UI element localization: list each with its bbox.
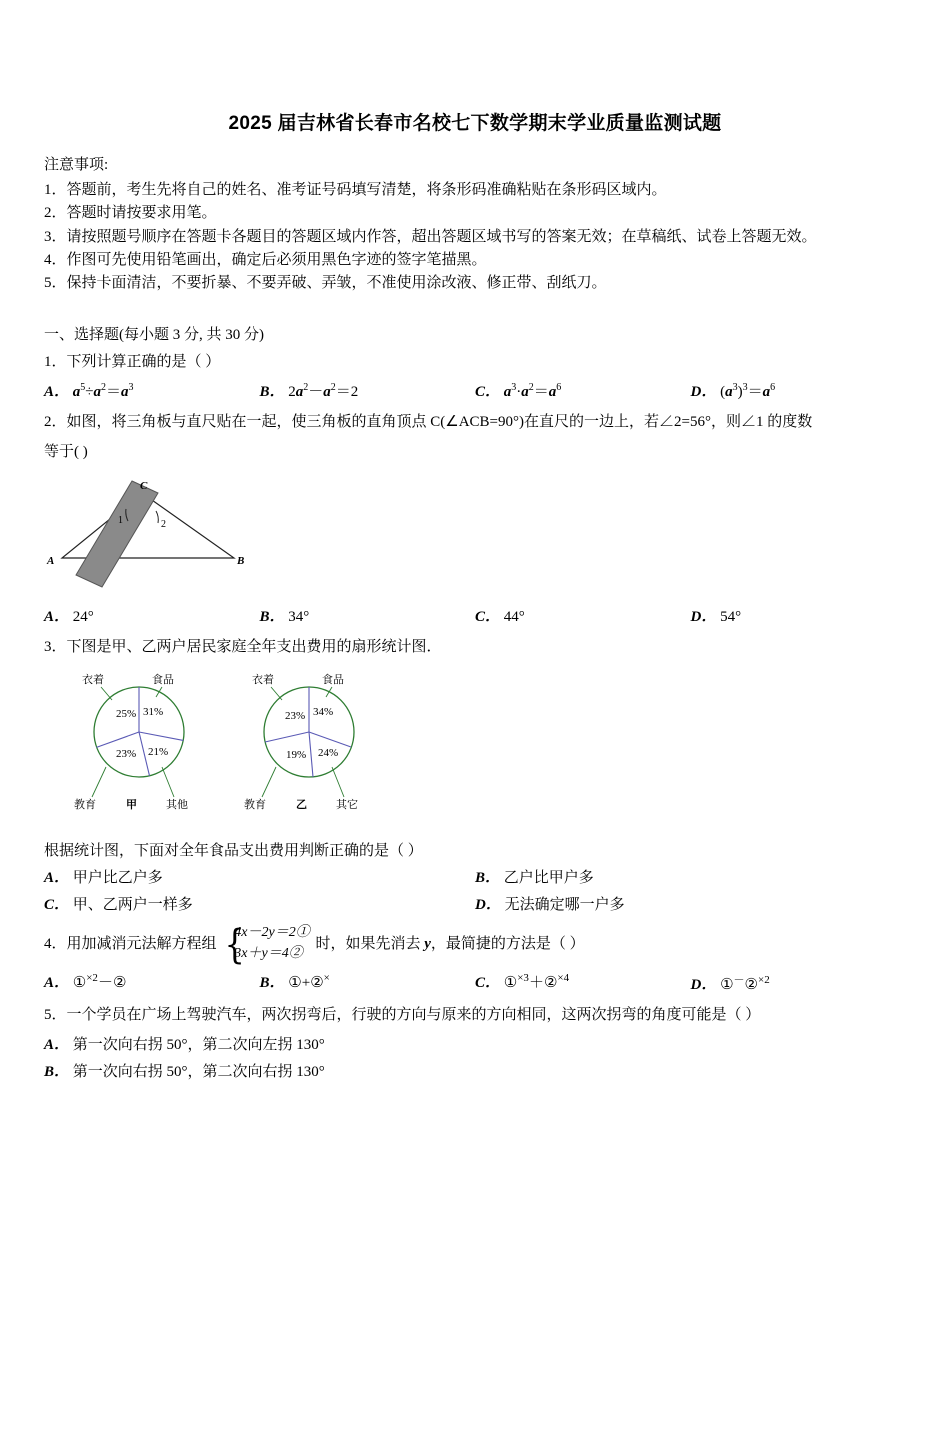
- pie-charts-diagram: [44, 667, 464, 822]
- question-5-stem: [44, 1002, 906, 1029]
- question-1-stem: [44, 350, 906, 376]
- yi-chart-name: 乙: [296, 799, 307, 812]
- question-3-sub-stem: 根据统计图，下面对全年食品支出费用判断正确的是（ ）: [44, 843, 423, 860]
- equation-system: [222, 922, 309, 967]
- section-heading-choice: 一、选择题(每小题 3 分, 共 30 分): [44, 327, 264, 344]
- question-5-option-a-row: [44, 1033, 906, 1054]
- label-C: C: [140, 480, 148, 493]
- label-A: A: [47, 555, 55, 568]
- question-2-stem: [44, 409, 906, 436]
- q2-option-b: B． 34°: [259, 609, 310, 626]
- question-4-number: 4．: [44, 936, 67, 953]
- question-3-text: 下图是甲、乙两户居民家庭全年支出费用的扇形统计图．: [66, 639, 442, 656]
- question-2-stem-cont: 等于( ): [44, 443, 88, 460]
- q1-option-d: D． $(a^3)^3=a^6$: [690, 381, 776, 400]
- question-4-text-mid: 时，如果先消去: [315, 936, 421, 953]
- jia-label-food: 食品: [152, 674, 174, 687]
- question-5-option-b-row: [44, 1060, 906, 1081]
- question-1-number: 1．: [44, 354, 67, 371]
- page-title: 2025 届吉林省长春市名校七下数学期末学业质量监测试题: [228, 113, 722, 134]
- yi-food-pct: 34%: [313, 706, 334, 719]
- equation-1: 4x－2y＝2①: [234, 925, 310, 941]
- yi-education-pct: 19%: [286, 749, 307, 762]
- question-3-stem: [44, 634, 906, 661]
- jia-food-pct: 31%: [143, 706, 164, 719]
- question-3-options-row1: [44, 866, 906, 887]
- question-2-options: [44, 605, 906, 626]
- notice-item-3: 3．请按照题号顺序在答题卡各题目的答题区域内作答，超出答题区域书写的答案无效；在草稿纸、试卷上答题无效。: [44, 228, 817, 245]
- pie-chart-yi: [244, 672, 358, 811]
- question-4-text-post: ，最简捷的方法是（ ）: [430, 936, 585, 953]
- q3-option-c: C． 甲、乙两户一样多: [44, 897, 193, 914]
- notice-item-5: 5．保持卡面清洁，不要折暴、不要弄破、弄皱，不准使用涂改液、修正带、刮纸刀。: [44, 275, 607, 291]
- question-3-number: 3．: [44, 639, 67, 656]
- yi-clothing-pct: 23%: [285, 710, 306, 723]
- q1-option-b: B． $2a^2-a^2=2$: [259, 381, 359, 400]
- exam-page: [0, 108, 950, 1452]
- notice-heading: 注意事项:: [44, 157, 109, 173]
- q5-option-b: B． 第一次向右拐 50°，第二次向右拐 130°: [44, 1064, 325, 1081]
- question-2-number: 2．: [44, 413, 67, 430]
- yi-other-pct: 24%: [318, 747, 339, 760]
- q3-option-a: A． 甲户比乙户多: [44, 870, 163, 887]
- question-4-stem: [44, 922, 906, 967]
- label-2: 2: [161, 519, 166, 531]
- q4-option-b: B． ①+②×: [259, 972, 330, 992]
- question-1-options: [44, 380, 906, 401]
- question-3-figure: [44, 667, 906, 827]
- question-3-options-row2: [44, 893, 906, 914]
- question-2-figure: [44, 471, 906, 601]
- question-5-number: 5．: [44, 1007, 67, 1024]
- question-4-options: [44, 971, 906, 994]
- q1-option-c: C． $a^3\cdot a^2=a^6$: [475, 381, 562, 400]
- question-1-text: 下列计算正确的是（ ）: [66, 354, 221, 371]
- notice-item-1: 1．答题前，考生先将自己的姓名、准考证号码填写清楚，将条形码准确粘贴在条形码区域内。: [44, 182, 667, 198]
- question-4-text-pre: 用加减消元法解方程组: [66, 936, 217, 953]
- yi-label-food: 食品: [322, 674, 344, 687]
- pie-chart-jia: [74, 672, 188, 811]
- brace-glyph: {: [224, 921, 246, 968]
- q4-option-c: C． ①$^{\times 3}$＋②$^{\times 4}$: [475, 972, 570, 992]
- q4-option-a: A． ①$^{\times 2}$－②: [44, 972, 127, 992]
- question-2-text-1: 如图，将三角板与直尺贴在一起，使三角板的直角顶点 C(∠ACB=90°)在直尺的一边上，若∠2=56°，则∠1 的度数: [66, 413, 813, 430]
- jia-other-pct: 21%: [148, 746, 169, 759]
- question-4-variable: y: [424, 936, 431, 953]
- label-B: B: [237, 555, 245, 568]
- jia-label-clothing: 衣着: [82, 674, 104, 687]
- q2-option-a: A． 24°: [44, 609, 94, 626]
- q5-option-a: A． 第一次向右拐 50°，第二次向左拐 130°: [44, 1037, 325, 1054]
- jia-label-other: 其他: [166, 799, 188, 812]
- yi-label-other: 其它: [336, 799, 358, 812]
- yi-label-clothing: 衣着: [252, 674, 274, 687]
- q3-option-d: D． 无法确定哪一户多: [475, 897, 625, 914]
- q1-option-a: A． $a^5\div a^2=a^3$: [44, 381, 134, 400]
- equation-2: 3x＋y＝4②: [234, 946, 303, 962]
- yi-label-education: 教育: [244, 799, 266, 812]
- notice-item-4: 4．作图可先使用铅笔画出，确定后必须用黑色字迹的签字笔描黑。: [44, 251, 487, 268]
- jia-chart-name: 甲: [126, 799, 137, 812]
- q2-option-d: D． 54°: [690, 609, 742, 626]
- jia-education-pct: 23%: [116, 748, 137, 761]
- label-1: 1: [118, 515, 123, 527]
- triangle-ruler-diagram: [44, 471, 284, 596]
- q2-option-c: C． 44°: [475, 609, 525, 626]
- question-5-text: 一个学员在广场上驾驶汽车，两次拐弯后，行驶的方向与原来的方向相同，这两次拐弯的角度可能是（ ）: [66, 1007, 761, 1024]
- jia-label-education: 教育: [74, 799, 96, 812]
- notice-item-2: 2．答题时请按要求用笔。: [44, 205, 217, 222]
- jia-clothing-pct: 25%: [116, 708, 137, 721]
- q4-option-d: D． ①－②$^{\times 2}$: [690, 974, 770, 994]
- q3-option-b: B． 乙户比甲户多: [475, 870, 594, 887]
